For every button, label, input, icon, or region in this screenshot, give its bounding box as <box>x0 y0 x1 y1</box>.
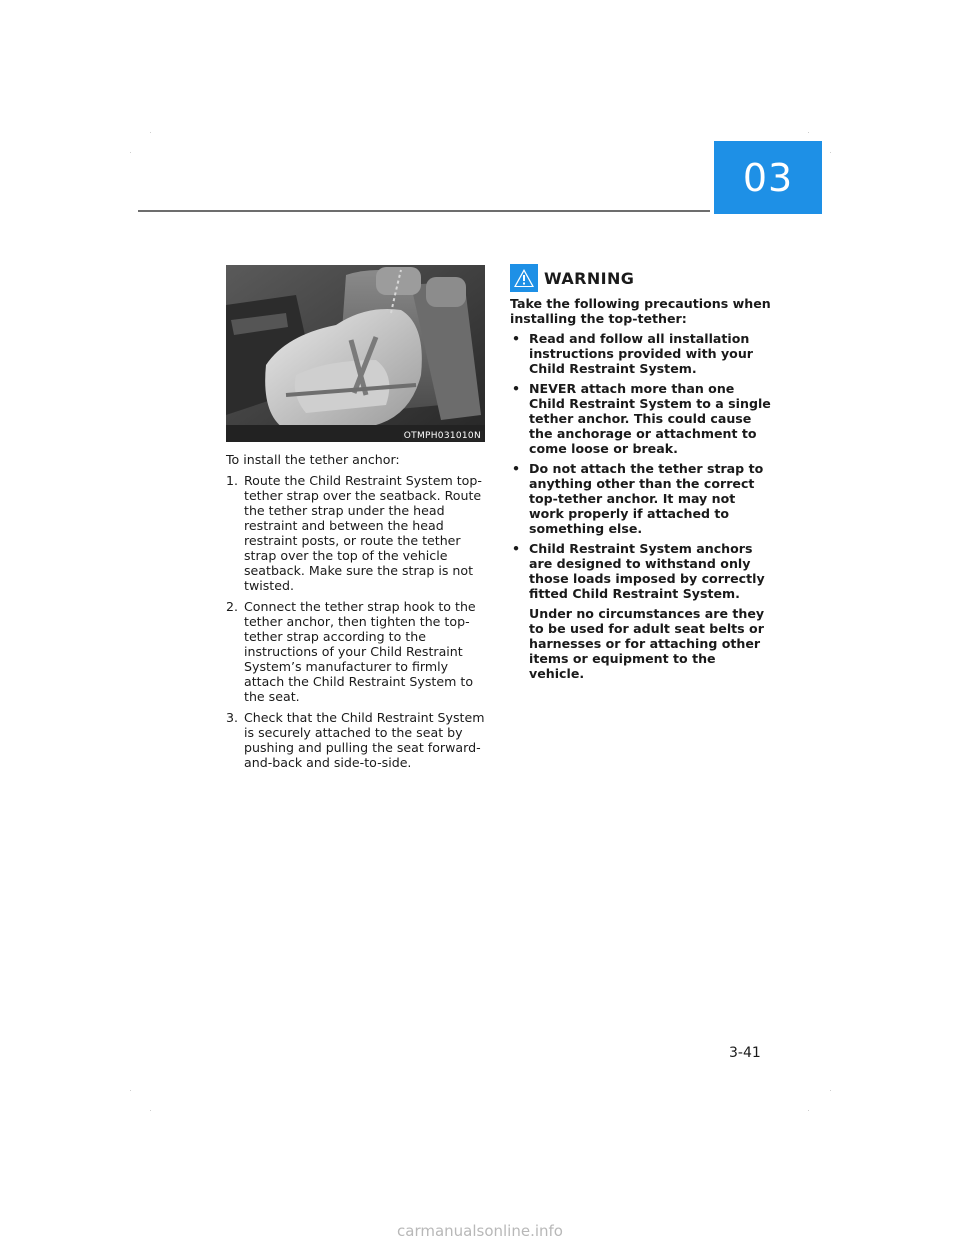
bullet: • <box>512 541 521 556</box>
crop-mark <box>830 152 831 153</box>
chapter-tab <box>714 141 822 214</box>
bullet: • <box>512 331 521 346</box>
warning-item-text: Child Restraint System anchors are designed to withstand only those loads imposed by correctly fitted Child Restraint System. <box>529 541 765 601</box>
bullet: • <box>512 381 521 396</box>
warning-item <box>510 381 772 456</box>
step-number: 3. <box>226 710 239 725</box>
warning-item <box>510 331 772 376</box>
crop-mark <box>808 132 809 133</box>
crop-mark <box>150 1110 151 1111</box>
crop-mark <box>150 132 151 133</box>
crop-mark <box>130 1090 131 1091</box>
warning-extra-text: Under no circumstances are they to be used for adult seat belts or harnesses or for attaching other items or equipment to the vehicle. <box>529 606 765 681</box>
step-number: 2. <box>226 599 239 614</box>
warning-triangle-icon <box>510 264 538 292</box>
crop-mark <box>130 152 131 153</box>
warning-item <box>510 541 772 681</box>
warning-intro: Take the following precautions when installing the top-tether: <box>510 296 771 326</box>
bullet: • <box>512 461 521 476</box>
warning-item-text: NEVER attach more than one Child Restraint System to a single tether anchor. This could cause the anchorage or attachment to come loose or break. <box>529 381 771 456</box>
page-number: 3-41 <box>729 1045 761 1061</box>
step-item <box>226 473 488 593</box>
step-text: Connect the tether strap hook to the tether anchor, then tighten the top-tether strap according to the instructions of your Child Restraint System’s manufacturer to firmly attach the Child Restraint System to the seat. <box>244 599 476 704</box>
child-seat-illustration <box>226 265 485 442</box>
header-rule <box>138 210 710 212</box>
chapter-number: 03 <box>742 155 794 200</box>
warning-item <box>510 461 772 536</box>
step-text: Check that the Child Restraint System is securely attached to the seat by pushing and pulling the seat forward-and-back and side-to-side. <box>244 710 485 770</box>
step-text: Route the Child Restraint System top-tether strap over the seatback. Route the tether strap under the head restraint and between the head restraint posts, or route the tether strap over the top of the vehicle seatback. Make sure the strap is not twisted. <box>244 473 482 593</box>
warning-item-text: Do not attach the tether strap to anything other than the correct top-tether anchor. It may not work properly if attached to something else. <box>529 461 764 536</box>
installation-instructions <box>226 452 488 776</box>
crop-mark <box>830 1090 831 1091</box>
crop-mark <box>808 1110 809 1111</box>
figure-code: OTMPH031010N <box>403 431 481 441</box>
warning-item-text: Read and follow all installation instructions provided with your Child Restraint System. <box>529 331 753 376</box>
warning-title: WARNING <box>544 268 635 288</box>
child-seat-figure <box>226 265 485 442</box>
warning-header <box>510 264 772 292</box>
warning-box <box>510 264 772 686</box>
step-item <box>226 599 488 704</box>
steps-list <box>226 473 488 770</box>
step-item <box>226 710 488 770</box>
watermark: carmanualsonline.info <box>397 1222 563 1240</box>
step-number: 1. <box>226 473 239 488</box>
warning-list <box>510 331 772 681</box>
instructions-intro: To install the tether anchor: <box>226 452 400 467</box>
